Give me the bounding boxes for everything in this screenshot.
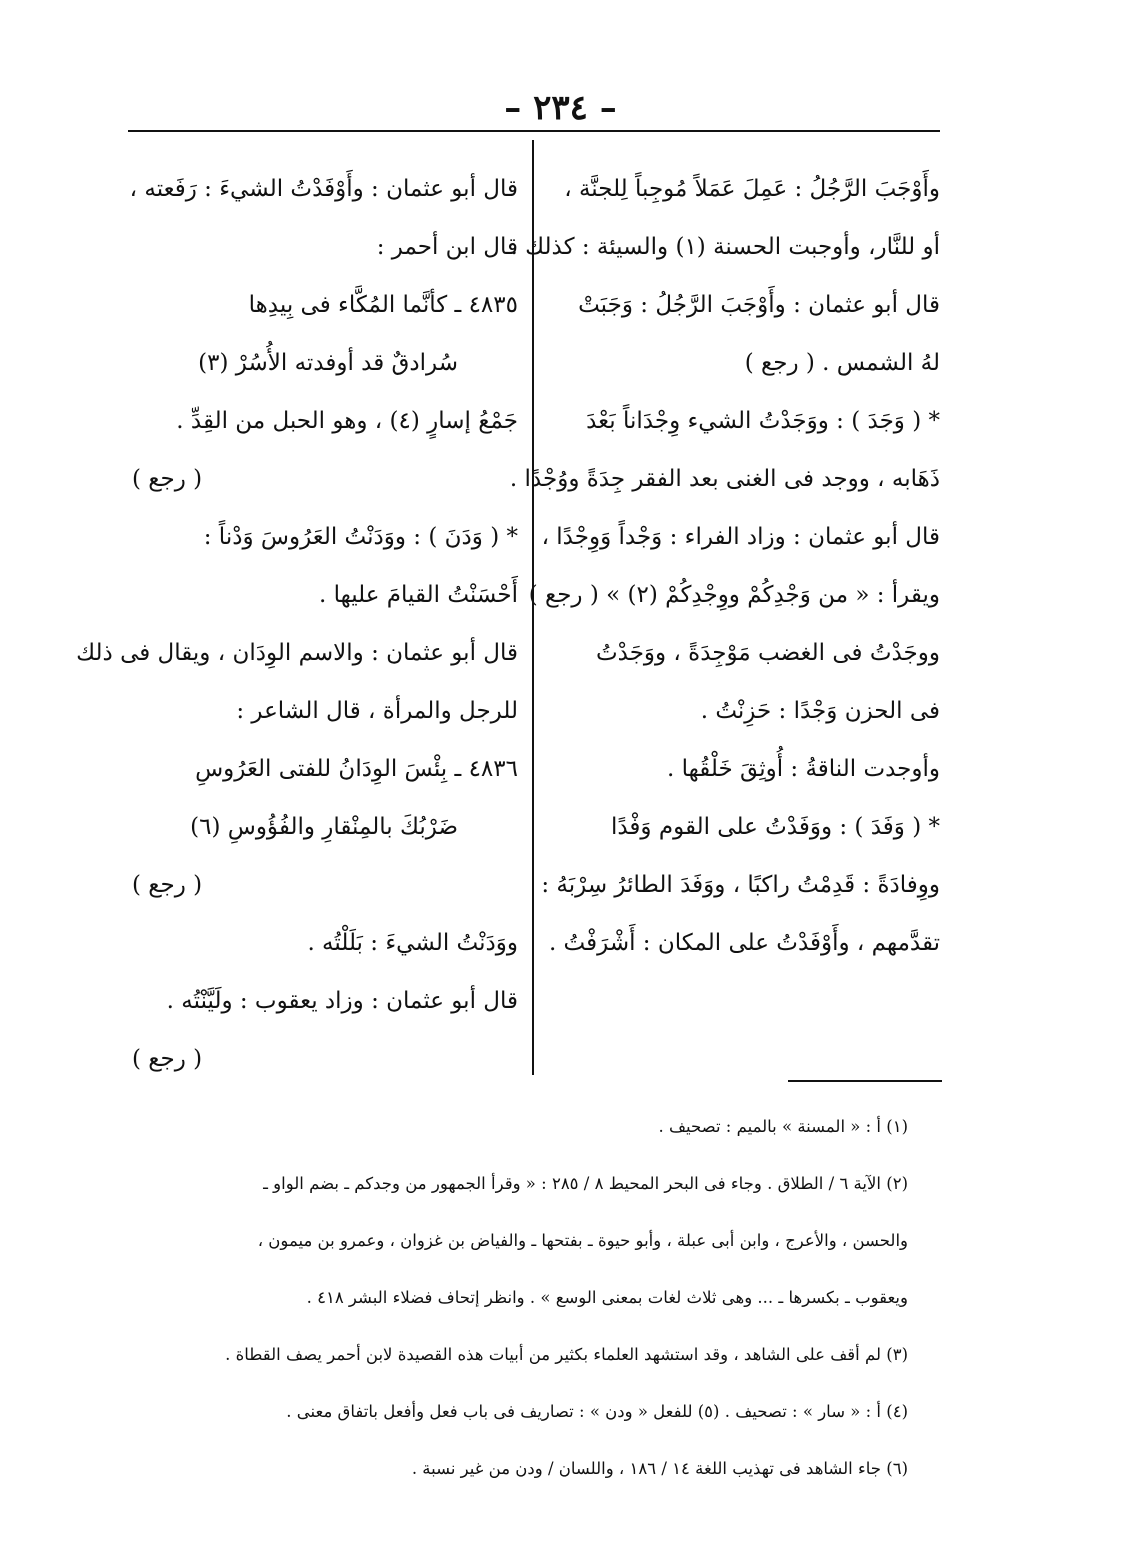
footnotes [128, 1098, 908, 1497]
footnote-line: (١) أ : « المسنة » بالميم : تصحيف . [658, 1117, 908, 1136]
return-marker: ( رجع ) [132, 1046, 203, 1072]
text-line: قال أبو عثمان : وأَوْجَبَ الرَّجُلُ : وَجَبَتْ [578, 292, 940, 318]
text-line: جَمْعُ إسارٍ (٤) ، وهو الحبل من القِدِّ . [176, 408, 518, 434]
return-marker: ( رجع ) [132, 466, 203, 492]
text-line: وأوجدت الناقةُ : أُوثِقَ خَلْقُها . [667, 756, 940, 782]
footnote-line: (٤) أ : « سار » : تصحيف . (٥) للفعل « ودن » : تصاريف فى باب فعل وأفعل باتفاق معنى . [286, 1402, 908, 1421]
footnote-line: (٢) الآية ٦ / الطلاق . وجاء فى البحر المحيط ٨ / ٢٨٥ : « وقرأ الجمهور من وجدكم ـ بضم الواو ـ [263, 1174, 908, 1193]
footnote-rule [788, 1080, 942, 1082]
text-line: ووجَدْتُ فى الغضب مَوْجِدَةً ، ووَجَدْتُ [595, 640, 940, 666]
text-line: فى الحزن وَجْدًا : حَزِنْتُ . [700, 698, 940, 724]
return-marker: ( رجع ) [132, 872, 203, 898]
text-line: قال أبو عثمان : وأَوْفَدْتُ الشيءَ : رَفَعته ، [129, 176, 518, 202]
text-line: لهُ الشمس . ( رجع ) [744, 350, 940, 376]
text-line: * ( وَفَدَ ) : ووَفَدْتُ على القوم وَفْدًا [610, 814, 940, 840]
verse-line: ضَرْبُكَ بالمِنْقارِ والفُؤُوسِ (٦) [190, 814, 458, 840]
text-line: * ( وَدَنَ ) : ووَدَنْتُ العَرُوسَ وَدْناً : [203, 524, 518, 550]
text-line: * ( وَجَدَ ) : ووَجَدْتُ الشيء وِجْدَاناً بَعْدَ [586, 408, 940, 434]
text-line: للرجل والمرأة ، قال الشاعر : [236, 698, 518, 724]
left-column [76, 160, 518, 1088]
text-line: قال ابن أحمر : [376, 234, 518, 260]
text-line: ذَهَابه ، ووجد فى الغنى بعد الفقر جِدَةً ووُجْدًا . [509, 466, 940, 492]
text-line: قال أبو عثمان : وزاد الفراء : وَجْداً وَوِجْدًا ، [541, 524, 940, 550]
text-line: ويقرأ : « من وَجْدِكُمْ ووِجْدِكُمْ (٢) » ( رجع ) [528, 582, 940, 608]
page-number: – ٢٣٤ – [504, 88, 617, 128]
footnote-line: (٣) لم أقف على الشاهد ، وقد استشهد العلماء بكثير من أبيات هذه القصيدة لابن أحمر يصف القطاة . [225, 1345, 908, 1364]
verse-line: سُرادقٌ قد أوفدته الأُسُرْ (٣) [198, 350, 458, 376]
text-line: قال أبو عثمان : والاسم الوِدَان ، ويقال فى ذلك [76, 640, 518, 666]
text-line: أَحْسَنْتُ القيامَ عليها . [318, 582, 518, 608]
footnote-line: والحسن ، والأعرج ، وابن أبى عبلة ، وأبو حيوة ـ بفتحها ـ والفياض بن غزوان ، وعمرو بن ميمون ، [257, 1231, 908, 1250]
text-line: ووَدَنْتُ الشيءَ : بَلَلْتُه . [307, 930, 518, 956]
text-line: وأَوْجَبَ الرَّجُلُ : عَمِلَ عَمَلاً مُوجِباً لِلجنَّة ، [564, 176, 940, 202]
text-line: ووِفادَةً : قَدِمْتُ راكبًا ، ووَفَدَ الطائرُ سِرْبَهُ : [541, 872, 940, 898]
right-column [509, 160, 940, 972]
header-rule [128, 130, 940, 132]
footnote-line: (٦) جاء الشاهد فى تهذيب اللغة ١٤ / ١٨٦ ، واللسان / ودن من غير نسبة . [411, 1459, 908, 1478]
verse-line: ٤٨٣٥ ـ كأنَّما المُكَّاء فى بِيدِها [248, 292, 518, 318]
text-line: أو للنَّار، وأوجبت الحسنة (١) والسيئة : كذلك . [510, 234, 940, 260]
text-line: تقدَّمهم ، وأَوْفَدْتُ على المكان : أَشْرَفْتُ . [548, 930, 940, 956]
verse-line: ٤٨٣٦ ـ بِئْسَ الوِدَانُ للفتى العَرُوسِ [195, 756, 518, 782]
text-line: قال أبو عثمان : وزاد يعقوب : ولَيَّنْتُه . [166, 988, 518, 1014]
footnote-line: ويعقوب ـ بكسرها ـ ... وهى ثلاث لغات بمعنى الوسع » . وانظر إتحاف فضلاء البشر ٤١٨ . [306, 1288, 908, 1307]
